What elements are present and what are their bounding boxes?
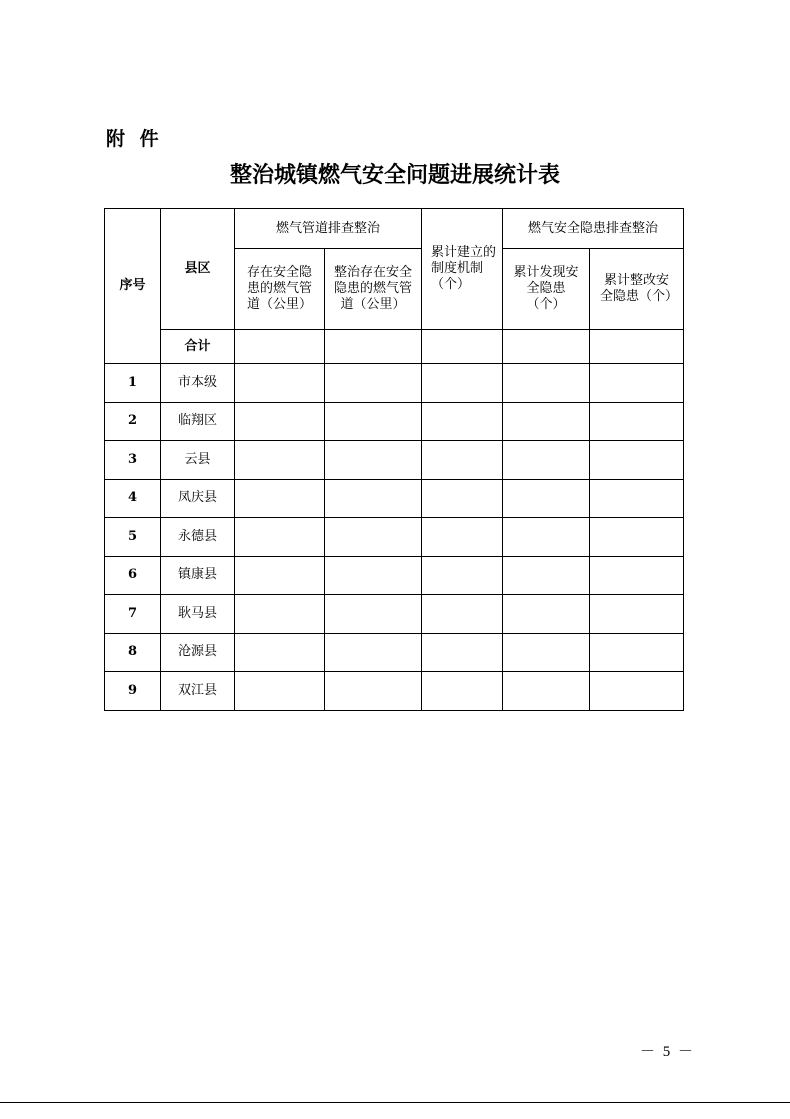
row-county: 沧源县 xyxy=(161,633,235,672)
cell-mechanism[interactable] xyxy=(422,633,503,672)
header-hazard-fixed: 累计整改安全隐患（个） xyxy=(590,249,684,330)
cell-pipeline-fixed[interactable] xyxy=(325,556,422,595)
header-serial: 序号 xyxy=(105,209,161,364)
cell-hazard-fixed[interactable] xyxy=(590,556,684,595)
cell-hazard-fixed[interactable] xyxy=(590,364,684,403)
cell-mechanism[interactable] xyxy=(422,402,503,441)
row-serial: 4 xyxy=(105,479,161,518)
cell-pipeline-risk[interactable] xyxy=(235,402,325,441)
row-county: 临翔区 xyxy=(161,402,235,441)
row-county: 镇康县 xyxy=(161,556,235,595)
cell-mechanism[interactable] xyxy=(422,518,503,557)
header-pipeline-fixed: 整治存在安全隐患的燃气管道（公里） xyxy=(325,249,422,330)
header-pipeline-risk: 存在安全隐患的燃气管道（公里） xyxy=(235,249,325,330)
cell-pipeline-risk[interactable] xyxy=(235,518,325,557)
total-pipeline-fixed[interactable] xyxy=(325,330,422,364)
row-county: 云县 xyxy=(161,441,235,480)
cell-mechanism[interactable] xyxy=(422,364,503,403)
cell-hazard-fixed[interactable] xyxy=(590,441,684,480)
cell-mechanism[interactable] xyxy=(422,479,503,518)
attachment-label: 附 件 xyxy=(106,128,163,150)
cell-pipeline-risk[interactable] xyxy=(235,595,325,634)
table-row xyxy=(105,633,684,672)
row-serial: 5 xyxy=(105,518,161,557)
row-county: 凤庆县 xyxy=(161,479,235,518)
bottom-divider xyxy=(0,1102,790,1103)
cell-hazard-found[interactable] xyxy=(503,402,590,441)
cell-hazard-found[interactable] xyxy=(503,556,590,595)
table-row xyxy=(105,364,684,403)
cell-pipeline-risk[interactable] xyxy=(235,672,325,711)
cell-hazard-found[interactable] xyxy=(503,672,590,711)
row-county: 永德县 xyxy=(161,518,235,557)
table-row xyxy=(105,479,684,518)
cell-hazard-fixed[interactable] xyxy=(590,595,684,634)
table-row xyxy=(105,556,684,595)
row-serial: 8 xyxy=(105,633,161,672)
header-group-hazard: 燃气安全隐患排查整治 xyxy=(503,209,684,249)
row-serial: 2 xyxy=(105,402,161,441)
cell-hazard-fixed[interactable] xyxy=(590,518,684,557)
row-serial: 1 xyxy=(105,364,161,403)
header-mechanism: 累计建立的制度机制（个） xyxy=(422,209,503,330)
row-serial: 6 xyxy=(105,556,161,595)
cell-pipeline-fixed[interactable] xyxy=(325,364,422,403)
total-pipeline-risk[interactable] xyxy=(235,330,325,364)
total-hazard-found[interactable] xyxy=(503,330,590,364)
cell-hazard-found[interactable] xyxy=(503,364,590,403)
cell-pipeline-fixed[interactable] xyxy=(325,518,422,557)
cell-mechanism[interactable] xyxy=(422,672,503,711)
row-county: 市本级 xyxy=(161,364,235,403)
header-county: 县区 xyxy=(161,209,235,330)
row-county: 双江县 xyxy=(161,672,235,711)
row-serial: 9 xyxy=(105,672,161,711)
cell-hazard-found[interactable] xyxy=(503,633,590,672)
cell-pipeline-fixed[interactable] xyxy=(325,479,422,518)
cell-hazard-fixed[interactable] xyxy=(590,479,684,518)
row-serial: 3 xyxy=(105,441,161,480)
cell-mechanism[interactable] xyxy=(422,556,503,595)
page-number: － 5 － xyxy=(640,1044,696,1060)
cell-pipeline-risk[interactable] xyxy=(235,633,325,672)
cell-mechanism[interactable] xyxy=(422,595,503,634)
cell-pipeline-risk[interactable] xyxy=(235,364,325,403)
cell-hazard-fixed[interactable] xyxy=(590,402,684,441)
cell-hazard-found[interactable] xyxy=(503,518,590,557)
header-hazard-found: 累计发现安全隐患（个） xyxy=(503,249,590,330)
table-row xyxy=(105,441,684,480)
table-row xyxy=(105,402,684,441)
row-county: 耿马县 xyxy=(161,595,235,634)
cell-pipeline-risk[interactable] xyxy=(235,556,325,595)
cell-hazard-found[interactable] xyxy=(503,441,590,480)
header-group-pipeline: 燃气管道排查整治 xyxy=(235,209,422,249)
statistics-table xyxy=(104,208,684,711)
cell-pipeline-fixed[interactable] xyxy=(325,402,422,441)
total-hazard-fixed[interactable] xyxy=(590,330,684,364)
document-title: 整治城镇燃气安全问题进展统计表 xyxy=(229,162,560,188)
cell-pipeline-risk[interactable] xyxy=(235,479,325,518)
table-row xyxy=(105,595,684,634)
total-mechanism[interactable] xyxy=(422,330,503,364)
cell-hazard-fixed[interactable] xyxy=(590,672,684,711)
cell-pipeline-fixed[interactable] xyxy=(325,441,422,480)
cell-hazard-fixed[interactable] xyxy=(590,633,684,672)
table-row xyxy=(105,518,684,557)
cell-mechanism[interactable] xyxy=(422,441,503,480)
cell-pipeline-fixed[interactable] xyxy=(325,633,422,672)
cell-pipeline-fixed[interactable] xyxy=(325,595,422,634)
total-label: 合计 xyxy=(161,330,235,364)
cell-pipeline-fixed[interactable] xyxy=(325,672,422,711)
row-serial: 7 xyxy=(105,595,161,634)
cell-hazard-found[interactable] xyxy=(503,479,590,518)
cell-hazard-found[interactable] xyxy=(503,595,590,634)
table-row xyxy=(105,672,684,711)
cell-pipeline-risk[interactable] xyxy=(235,441,325,480)
